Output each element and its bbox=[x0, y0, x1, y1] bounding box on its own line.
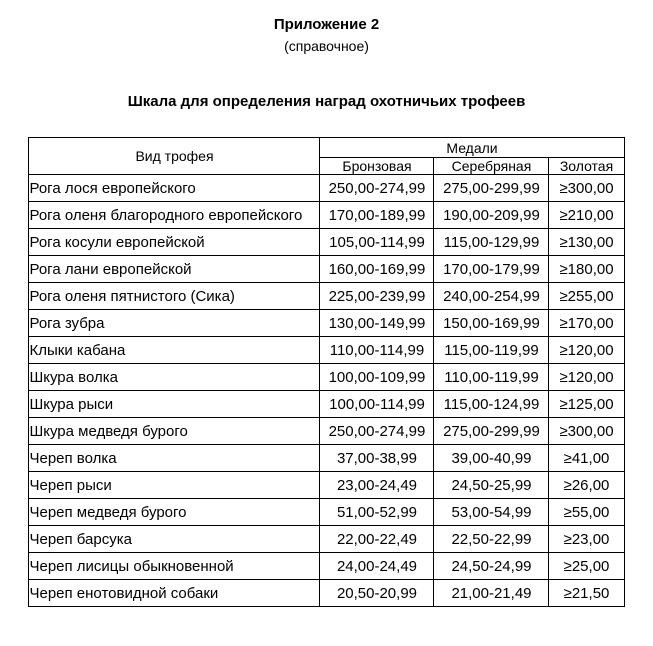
bronze-range-cell: 51,00-52,99 bbox=[320, 499, 434, 526]
silver-range-cell: 190,00-209,99 bbox=[434, 202, 549, 229]
trophy-name-cell: Череп лисицы обыкновенной bbox=[29, 553, 320, 580]
table-row bbox=[29, 391, 624, 418]
table-row bbox=[29, 445, 624, 472]
gold-threshold-cell: ≥41,00 bbox=[549, 445, 624, 472]
gold-threshold-cell: ≥23,00 bbox=[549, 526, 624, 553]
trophy-name-cell: Череп медведя бурого bbox=[29, 499, 320, 526]
silver-range-cell: 53,00-54,99 bbox=[434, 499, 549, 526]
gold-threshold-cell: ≥170,00 bbox=[549, 310, 624, 337]
trophy-name-cell: Череп волка bbox=[29, 445, 320, 472]
table-row bbox=[29, 553, 624, 580]
table-row bbox=[29, 175, 624, 202]
gold-threshold-cell: ≥125,00 bbox=[549, 391, 624, 418]
silver-range-cell: 22,50-22,99 bbox=[434, 526, 549, 553]
trophy-name-cell: Шкура медведя бурого bbox=[29, 418, 320, 445]
trophy-name-cell: Шкура рыси bbox=[29, 391, 320, 418]
table-body bbox=[29, 175, 624, 607]
bronze-range-cell: 24,00-24,49 bbox=[320, 553, 434, 580]
trophy-name-cell: Клыки кабана bbox=[29, 337, 320, 364]
column-header-gold: Золотая bbox=[549, 158, 624, 175]
silver-range-cell: 275,00-299,99 bbox=[434, 418, 549, 445]
silver-range-cell: 115,00-129,99 bbox=[434, 229, 549, 256]
table-row bbox=[29, 526, 624, 553]
trophy-name-cell: Рога косули европейской bbox=[29, 229, 320, 256]
column-header-silver: Серебряная bbox=[434, 158, 549, 175]
silver-range-cell: 21,00-21,49 bbox=[434, 580, 549, 607]
table-row bbox=[29, 310, 624, 337]
silver-range-cell: 115,00-119,99 bbox=[434, 337, 549, 364]
bronze-range-cell: 105,00-114,99 bbox=[320, 229, 434, 256]
trophy-name-cell: Череп барсука bbox=[29, 526, 320, 553]
silver-range-cell: 110,00-119,99 bbox=[434, 364, 549, 391]
bronze-range-cell: 110,00-114,99 bbox=[320, 337, 434, 364]
table-row bbox=[29, 256, 624, 283]
table-row bbox=[29, 364, 624, 391]
silver-range-cell: 24,50-24,99 bbox=[434, 553, 549, 580]
table-row bbox=[29, 202, 624, 229]
appendix-title: Приложение 2 bbox=[273, 16, 380, 33]
table-row bbox=[29, 337, 624, 364]
gold-threshold-cell: ≥25,00 bbox=[549, 553, 624, 580]
trophy-name-cell: Рога оленя пятнистого (Сика) bbox=[29, 283, 320, 310]
silver-range-cell: 24,50-25,99 bbox=[434, 472, 549, 499]
bronze-range-cell: 37,00-38,99 bbox=[320, 445, 434, 472]
silver-range-cell: 170,00-179,99 bbox=[434, 256, 549, 283]
table-row bbox=[29, 499, 624, 526]
table-row bbox=[29, 229, 624, 256]
column-header-trophy: Вид трофея bbox=[29, 138, 320, 175]
silver-range-cell: 39,00-40,99 bbox=[434, 445, 549, 472]
header-row-top bbox=[29, 138, 624, 158]
bronze-range-cell: 100,00-114,99 bbox=[320, 391, 434, 418]
gold-threshold-cell: ≥210,00 bbox=[549, 202, 624, 229]
gold-threshold-cell: ≥55,00 bbox=[549, 499, 624, 526]
trophy-name-cell: Рога зубра bbox=[29, 310, 320, 337]
gold-threshold-cell: ≥130,00 bbox=[549, 229, 624, 256]
silver-range-cell: 150,00-169,99 bbox=[434, 310, 549, 337]
trophy-name-cell: Шкура волка bbox=[29, 364, 320, 391]
page-title: Шкала для определения наград охотничьих трофеев bbox=[127, 93, 526, 110]
trophy-name-cell: Рога оленя благородного европейского bbox=[29, 202, 320, 229]
bronze-range-cell: 23,00-24,49 bbox=[320, 472, 434, 499]
appendix-subtitle: (справочное) bbox=[284, 38, 369, 54]
gold-threshold-cell: ≥120,00 bbox=[549, 364, 624, 391]
table-row bbox=[29, 418, 624, 445]
bronze-range-cell: 20,50-20,99 bbox=[320, 580, 434, 607]
trophy-name-cell: Рога лося европейского bbox=[29, 175, 320, 202]
trophy-awards-table bbox=[28, 137, 624, 607]
silver-range-cell: 275,00-299,99 bbox=[434, 175, 549, 202]
bronze-range-cell: 250,00-274,99 bbox=[320, 175, 434, 202]
trophy-name-cell: Рога лани европейской bbox=[29, 256, 320, 283]
gold-threshold-cell: ≥26,00 bbox=[549, 472, 624, 499]
gold-threshold-cell: ≥300,00 bbox=[549, 418, 624, 445]
trophy-name-cell: Череп енотовидной собаки bbox=[29, 580, 320, 607]
column-header-bronze: Бронзовая bbox=[320, 158, 434, 175]
bronze-range-cell: 100,00-109,99 bbox=[320, 364, 434, 391]
bronze-range-cell: 22,00-22,49 bbox=[320, 526, 434, 553]
bronze-range-cell: 130,00-149,99 bbox=[320, 310, 434, 337]
bronze-range-cell: 225,00-239,99 bbox=[320, 283, 434, 310]
table-row bbox=[29, 472, 624, 499]
gold-threshold-cell: ≥300,00 bbox=[549, 175, 624, 202]
table-row bbox=[29, 283, 624, 310]
gold-threshold-cell: ≥180,00 bbox=[549, 256, 624, 283]
bronze-range-cell: 160,00-169,99 bbox=[320, 256, 434, 283]
gold-threshold-cell: ≥120,00 bbox=[549, 337, 624, 364]
bronze-range-cell: 250,00-274,99 bbox=[320, 418, 434, 445]
gold-threshold-cell: ≥21,50 bbox=[549, 580, 624, 607]
silver-range-cell: 240,00-254,99 bbox=[434, 283, 549, 310]
column-header-medals: Медали bbox=[320, 138, 624, 158]
silver-range-cell: 115,00-124,99 bbox=[434, 391, 549, 418]
gold-threshold-cell: ≥255,00 bbox=[549, 283, 624, 310]
table-row bbox=[29, 580, 624, 607]
trophy-name-cell: Череп рыси bbox=[29, 472, 320, 499]
bronze-range-cell: 170,00-189,99 bbox=[320, 202, 434, 229]
